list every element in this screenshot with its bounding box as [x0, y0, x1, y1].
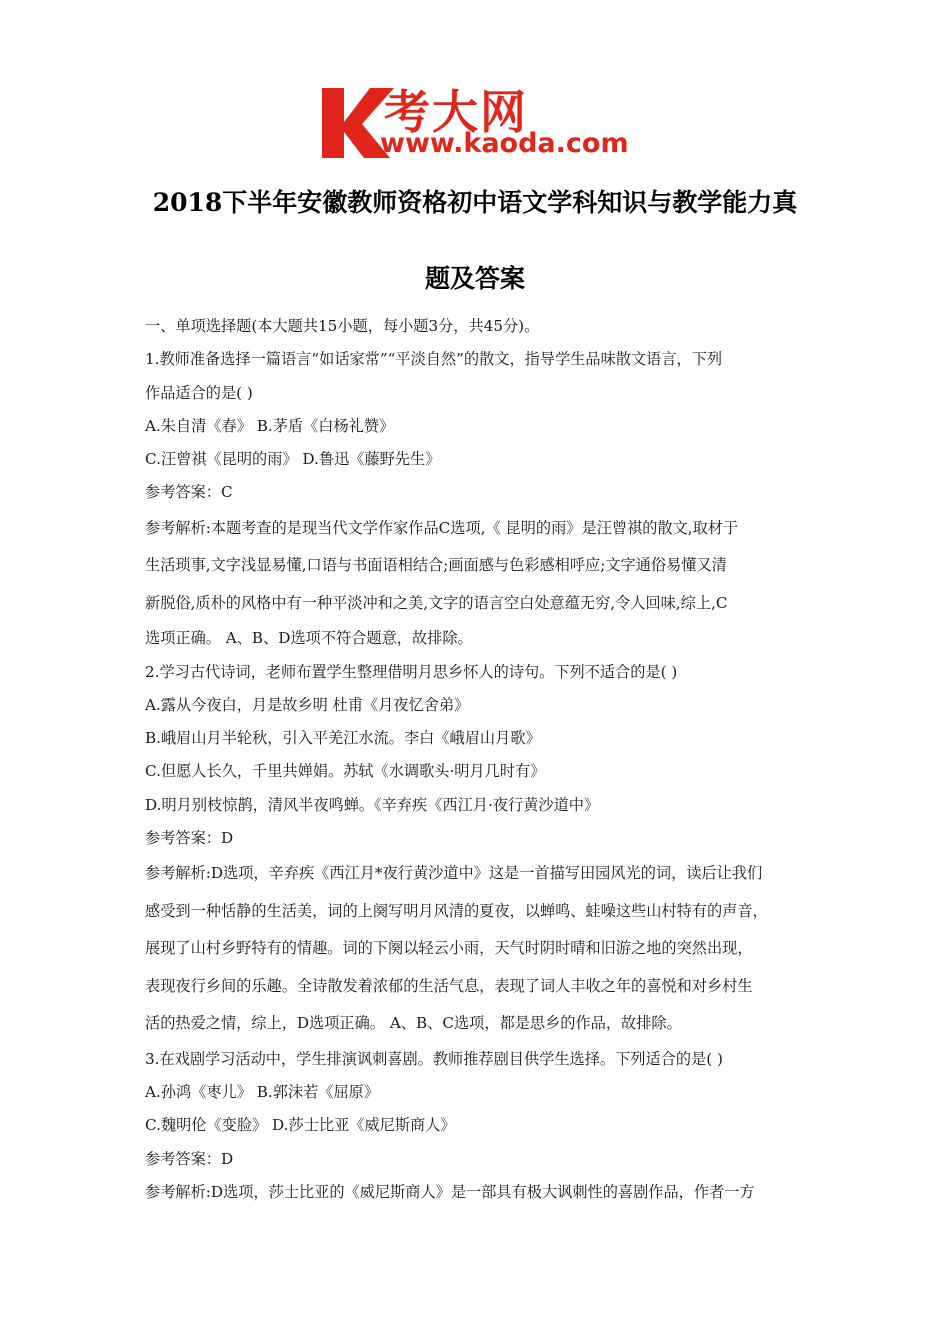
text-line: 2.学习古代诗词，老师布置学生整理借明月思乡怀人的诗句。下列不适合的是( ) [145, 662, 678, 681]
text-line: 感受到一种恬静的生活美，词的上阕写明月风清的夏夜，以蝉鸣、蛙噪这些山村特有的声音， [145, 901, 768, 920]
text-line: 3.在戏剧学习活动中，学生排演讽刺喜剧。教师推荐剧目供学生选择。下列适合的是( ) [145, 1049, 723, 1068]
text-line: C.但愿人长久，千里共婵娟。苏轼《水调歌头·明月几时有》 [145, 762, 546, 781]
logo-url-text: www.kaoda.com [380, 128, 629, 159]
text-line: 参考答案：C [145, 483, 233, 502]
logo-brand-text: 考大网 [384, 85, 528, 139]
text-line: 活的热爱之情，综上，D选项正确。 A、B、C选项，都是思乡的作品，故排除。 [145, 1014, 682, 1033]
text-line: 参考解析:本题考查的是现当代文学作家作品C选项,《 昆明的雨》是汪曾祺的散文,取材于 [145, 518, 739, 537]
text-line: 参考答案：D [145, 1149, 234, 1168]
text-line: A.孙鸿《枣儿》 B.郭沫若《屈原》 [145, 1083, 380, 1102]
text-line: 新脱俗,质朴的风格中有一种平淡冲和之美,文字的语言空白处意蕴无穷,令人回味,综上,C [145, 593, 728, 612]
paper-title-line-2: 题及答案 [424, 264, 525, 293]
text-line: A.朱自清《春》 B.茅盾《白杨礼赞》 [145, 416, 395, 435]
text-line: 参考解析:D选项，莎士比亚的《威尼斯商人》是一部具有极大讽刺性的喜剧作品，作者一方 [145, 1183, 755, 1202]
text-line: 1.教师准备选择一篇语言“如话家常”“平淡自然”的散文，指导学生品味散文语言，下列 [145, 350, 723, 369]
text-line: A.露从今夜白，月是故乡明 杜甫《月夜忆舍弟》 [145, 695, 470, 714]
text-line: C.魏明伦《变脸》 D.莎士比亚《威尼斯商人》 [145, 1116, 456, 1135]
paper-body [145, 310, 813, 1209]
text-line: 参考解析:D选项，辛弃疾《西江月*夜行黄沙道中》这是一首描写田园风光的词，读后让我们 [145, 864, 763, 883]
text-line: 作品适合的是( ) [145, 383, 253, 402]
text-line: 表现夜行乡间的乐趣。全诗散发着浓郁的生活气息，表现了词人丰收之年的喜悦和对乡村生 [145, 976, 753, 995]
text-line: 参考答案：D [145, 829, 234, 848]
text-line: 选项正确。 A、B、D选项不符合题意，故排除。 [145, 629, 473, 648]
text-line: 展现了山村乡野特有的情趣。词的下阕以轻云小雨，天气时阴时晴和旧游之地的突然出现， [145, 939, 753, 958]
text-line: D.明月别枝惊鹊，清风半夜鸣蝉。《辛弃疾《西江月·夜行黄沙道中》 [145, 795, 600, 814]
text-line: C.汪曾祺《昆明的雨》 D.鲁迅《藤野先生》 [145, 450, 441, 469]
paper-title-line-1: 2018下半年安徽教师资格初中语文学科知识与教学能力真 [152, 188, 798, 217]
text-line: 生活琐事,文字浅显易懂,口语与书面语相结合;画面感与色彩感相呼应;文字通俗易懂又清 [145, 556, 727, 575]
text-line: 一、单项选择题(本大题共15小题，每小题3分，共45分)。 [145, 317, 540, 335]
text-line: B.峨眉山月半轮秋，引入平羌江水流。李白《峨眉山月歌》 [145, 729, 541, 748]
kaoda-logo [318, 82, 638, 160]
